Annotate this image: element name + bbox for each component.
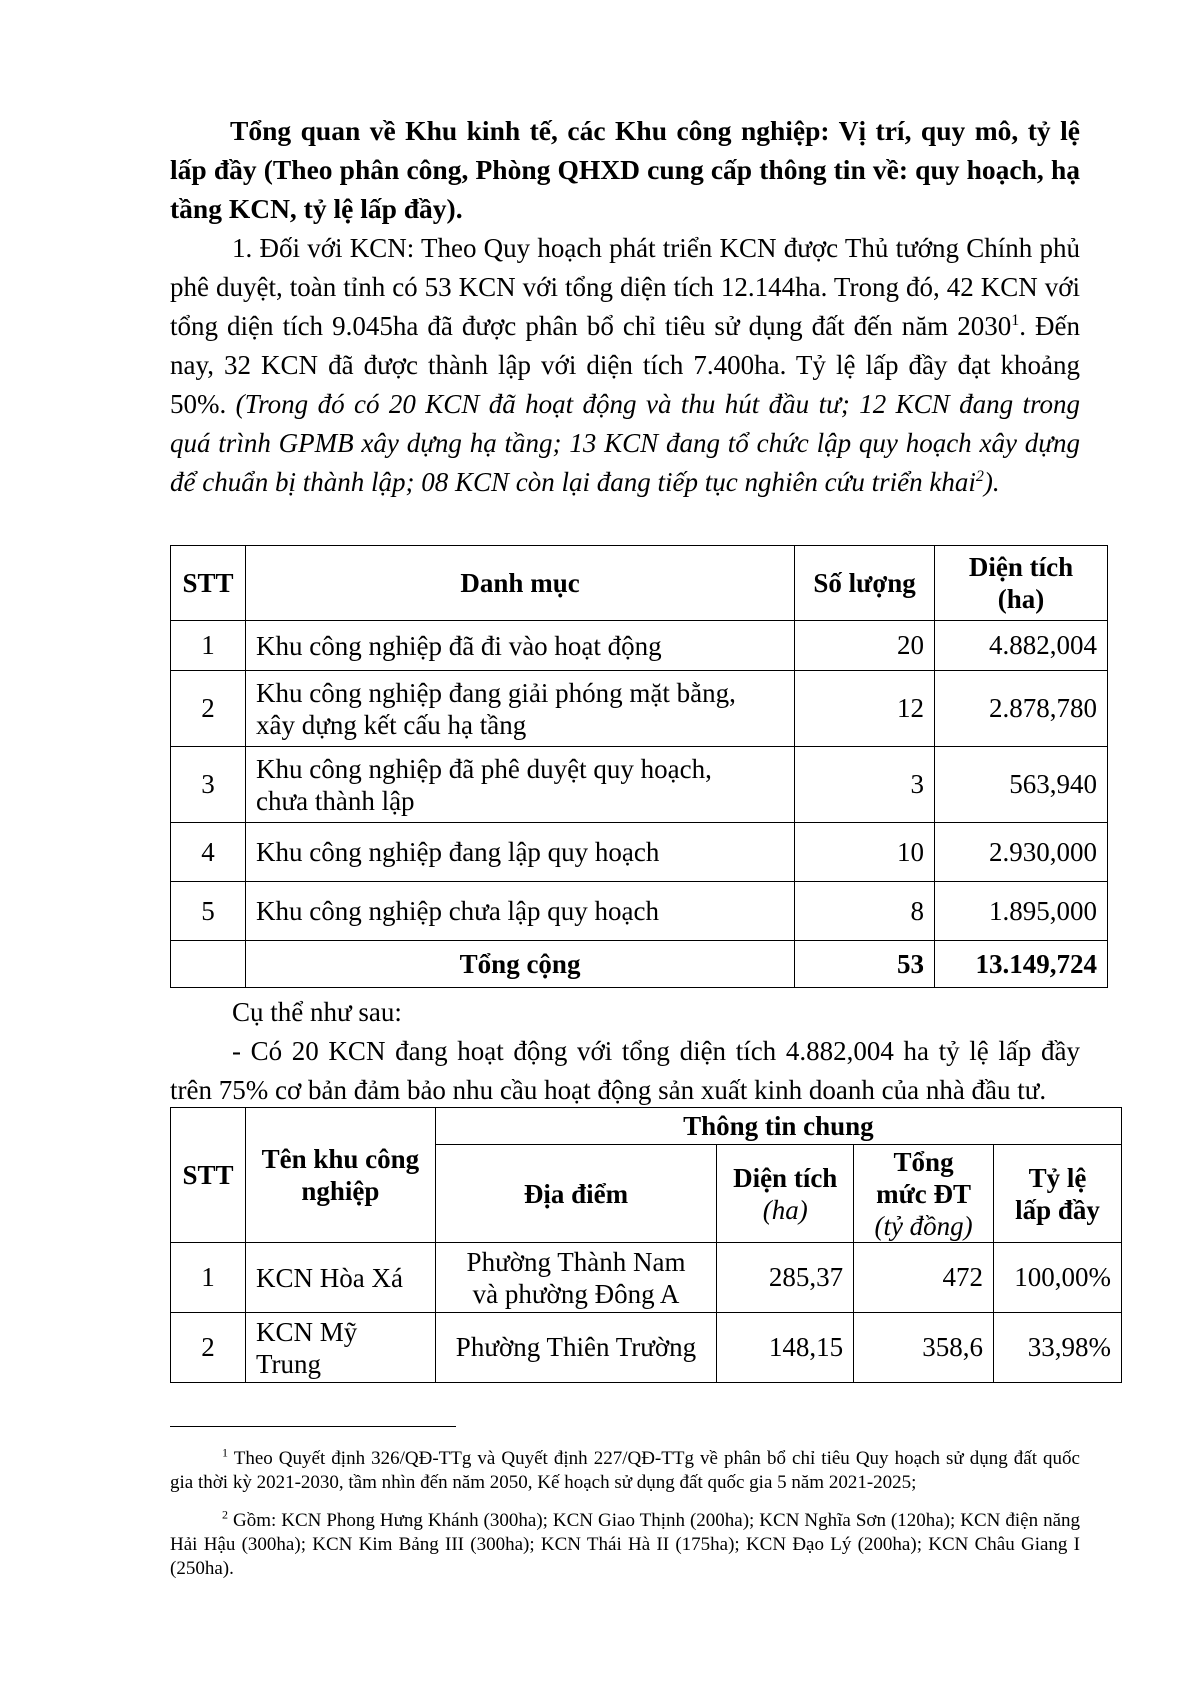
table-row bbox=[171, 823, 1108, 882]
header-category: Danh mục bbox=[245, 546, 794, 621]
header-zone-name-line2: nghiệp bbox=[301, 1176, 380, 1206]
row-fill-rate: 33,98% bbox=[993, 1313, 1121, 1383]
header-area-line1: Diện tích bbox=[733, 1162, 838, 1193]
row-zone-name bbox=[245, 1313, 435, 1383]
header-count: Số lượng bbox=[795, 546, 935, 621]
footnote-2-number: 2 bbox=[222, 1507, 228, 1522]
header-area bbox=[717, 1145, 854, 1243]
row-count: 20 bbox=[795, 621, 935, 671]
header-stt: STT bbox=[171, 1108, 246, 1243]
header-investment-line2: mức ĐT bbox=[876, 1178, 972, 1209]
row-fill-rate: 100,00% bbox=[993, 1243, 1121, 1313]
summary-header-row bbox=[171, 546, 1108, 621]
header-area-line2: (ha) bbox=[997, 584, 1045, 614]
header-fill-rate-line2: lấp đầy bbox=[1015, 1194, 1100, 1225]
zone-detail-table bbox=[170, 1107, 1122, 1383]
row-stt: 2 bbox=[171, 1313, 246, 1383]
total-area: 13.149,724 bbox=[935, 941, 1108, 988]
paragraph-text-a: 1. Đối với KCN: Theo Quy hoạch phát triển KCN được Thủ tướng Chính phủ phê duyệt, toàn tỉnh có 53 KCN với tổng diện tích 12.144ha. Trong đó, 42 KCN với tổng diện tích 9.045ha đã được phân bổ chỉ tiêu sử dụng đất đến năm 2030 bbox=[170, 233, 1080, 341]
row-area: 4.882,004 bbox=[935, 621, 1108, 671]
paragraph-italic-end: ). bbox=[983, 467, 1000, 497]
row-category-line1: Khu công nghiệp đã phê duyệt quy hoạch, bbox=[255, 753, 712, 784]
row-location bbox=[435, 1243, 717, 1313]
footnote-1-number: 1 bbox=[222, 1445, 228, 1460]
paragraph-operating-text: - Có 20 KCN đang hoạt động với tổng diện tích 4.882,004 ha tỷ lệ lấp đầy trên 75% cơ bản đảm bảo nhu cầu hoạt động sản xuất kinh doanh của nhà đầu tư. bbox=[170, 1036, 1080, 1105]
row-investment: 472 bbox=[854, 1243, 994, 1313]
row-zone-name-line1: KCN Mỹ bbox=[255, 1316, 358, 1347]
row-zone-name-line2: Trung bbox=[255, 1348, 322, 1379]
header-fill-rate bbox=[993, 1145, 1121, 1243]
row-area: 2.878,780 bbox=[935, 671, 1108, 747]
row-count: 8 bbox=[795, 882, 935, 941]
total-count: 53 bbox=[795, 941, 935, 988]
row-count: 10 bbox=[795, 823, 935, 882]
total-label: Tổng cộng bbox=[245, 941, 794, 988]
table-row bbox=[171, 671, 1108, 747]
header-area-line1: Diện tích bbox=[968, 552, 1074, 582]
row-location-line1: Phường Thành Nam bbox=[466, 1246, 686, 1277]
detail-header-row-1 bbox=[171, 1108, 1122, 1145]
paragraph-operating-zones bbox=[170, 1032, 1080, 1110]
row-area: 563,940 bbox=[935, 747, 1108, 823]
table-row bbox=[171, 621, 1108, 671]
row-category: Khu công nghiệp đang lập quy hoạch bbox=[245, 823, 794, 882]
header-fill-rate-line1: Tỷ lệ bbox=[1028, 1162, 1087, 1193]
row-category bbox=[245, 671, 794, 747]
row-stt: 5 bbox=[171, 882, 246, 941]
row-zone-name: KCN Hòa Xá bbox=[245, 1243, 435, 1313]
paragraph-italic-note: (Trong đó có 20 KCN đã hoạt động và thu hút đầu tư; 12 KCN đang trong quá trình GPMB xây dựng hạ tầng; 13 KCN đang tổ chức lập quy hoạch xây dựng để chuẩn bị thành lập; 08 KCN còn lại đang tiếp tục nghiên cứu triển khai bbox=[170, 389, 1080, 497]
row-stt: 2 bbox=[171, 671, 246, 747]
footnote-separator bbox=[170, 1426, 456, 1427]
row-category-line1: Khu công nghiệp đang giải phóng mặt bằng, bbox=[255, 677, 736, 708]
header-area-unit: (ha) bbox=[762, 1194, 808, 1225]
footnote-2-text: Gồm: KCN Phong Hưng Khánh (300ha); KCN Giao Thịnh (200ha); KCN Nghĩa Sơn (120ha); KCN điện năng Hải Hậu (300ha); KCN Kim Bảng III (300ha); KCN Thái Hà II (175ha); KCN Đạo Lý (200ha); KCN Châu Giang I (250ha). bbox=[170, 1510, 1081, 1579]
paragraph-text-b: . Đến nay, 32 KCN đã được thành lập với diện tích 7.400ha. Tỷ lệ lấp đầy đạt khoảng 50%. bbox=[170, 311, 1081, 419]
footnote-2 bbox=[170, 1509, 1080, 1581]
row-area: 1.895,000 bbox=[935, 882, 1108, 941]
row-count: 12 bbox=[795, 671, 935, 747]
row-location: Phường Thiên Trường bbox=[435, 1313, 717, 1383]
row-stt: 1 bbox=[171, 621, 246, 671]
row-category bbox=[245, 747, 794, 823]
table-row bbox=[171, 882, 1108, 941]
footnote-1 bbox=[170, 1447, 1080, 1495]
row-category-line2: xây dựng kết cấu hạ tầng bbox=[255, 709, 527, 740]
header-general-info: Thông tin chung bbox=[435, 1108, 1121, 1145]
footnote-ref-2[interactable]: 2 bbox=[975, 468, 984, 485]
table-row bbox=[171, 1313, 1122, 1383]
row-count: 3 bbox=[795, 747, 935, 823]
row-location-line2: và phường Đông A bbox=[472, 1278, 680, 1309]
row-category: Khu công nghiệp chưa lập quy hoạch bbox=[245, 882, 794, 941]
header-investment bbox=[854, 1145, 994, 1243]
paragraph-specific bbox=[170, 993, 1080, 1032]
row-area: 285,37 bbox=[717, 1243, 854, 1313]
header-location: Địa điểm bbox=[435, 1145, 717, 1243]
header-zone-name bbox=[245, 1108, 435, 1243]
total-stt-empty bbox=[171, 941, 246, 988]
row-investment: 358,6 bbox=[854, 1313, 994, 1383]
summary-table bbox=[170, 545, 1108, 988]
section-heading: Tổng quan về Khu kinh tế, các Khu công nghiệp: Vị trí, quy mô, tỷ lệ lấp đầy (Theo phân công, Phòng QHXD cung cấp thông tin về: quy hoạch, hạ tầng KCN, tỷ lệ lấp đầy). bbox=[170, 115, 1080, 224]
row-area: 148,15 bbox=[717, 1313, 854, 1383]
header-stt: STT bbox=[171, 546, 246, 621]
row-category: Khu công nghiệp đã đi vào hoạt động bbox=[245, 621, 794, 671]
row-stt: 1 bbox=[171, 1243, 246, 1313]
header-investment-unit: (tỷ đồng) bbox=[874, 1210, 973, 1241]
header-area bbox=[935, 546, 1108, 621]
footnote-1-text: Theo Quyết định 326/QĐ-TTg và Quyết định 227/QĐ-TTg về phân bổ chỉ tiêu Quy hoạch sử dụng đất quốc gia thời kỳ 2021-2030, tầm nhìn đến năm 2050, Kế hoạch sử dụng đất quốc gia 5 năm 2021-2025; bbox=[170, 1448, 1080, 1493]
row-category-line2: chưa thành lập bbox=[255, 785, 415, 816]
table-row bbox=[171, 1243, 1122, 1313]
paragraph-specific-text: Cụ thể như sau: bbox=[232, 997, 402, 1027]
row-stt: 3 bbox=[171, 747, 246, 823]
table-row bbox=[171, 747, 1108, 823]
row-stt: 4 bbox=[171, 823, 246, 882]
row-area: 2.930,000 bbox=[935, 823, 1108, 882]
total-row bbox=[171, 941, 1108, 988]
paragraph-industrial-zones bbox=[170, 229, 1080, 502]
header-zone-name-line1: Tên khu công bbox=[261, 1144, 420, 1174]
header-investment-line1: Tổng bbox=[893, 1146, 954, 1177]
footnote-ref-1[interactable]: 1 bbox=[1011, 312, 1020, 329]
